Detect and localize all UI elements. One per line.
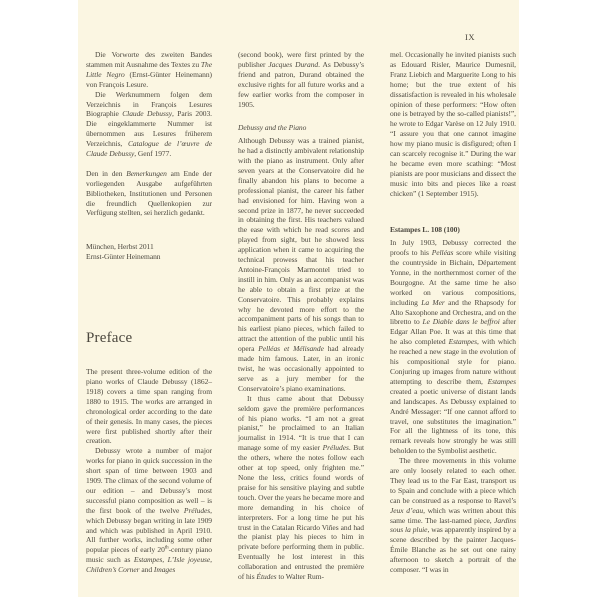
column-preface-middle bbox=[238, 50, 364, 582]
foreword-de-para-3: Den in den Bemerkungen am Ende der vorliegenden Ausgabe aufgeführten Bibliotheken, Institutionen und Personen die freundlich Quellenkopien zur Verfügung stellten, sei herzlich gedankt. bbox=[86, 168, 212, 218]
preface-para-2-continued: (second book), were first printed by the publisher Jacques Durand. As Debussy’s friend and patron, Durand obtained the exclusive rights for all future works and a few earlier works from the composer in 1905. bbox=[238, 50, 364, 109]
column-german-foreword bbox=[86, 50, 212, 582]
signature-author: Ernst-Günter Heinemann bbox=[86, 252, 161, 262]
foreword-de-para-1: Die Vorworte des zweiten Bandes stammen mit Ausnahme des Textes zu The Little Negro (Ernst-Günter Heinemann) von François Lesure. bbox=[86, 50, 212, 89]
estampes-para-2: The three movements in this volume are only loosely related to each other. They lead us to the Far East, transport us to Spain and conclude with a piece which can be construed as a response to Ravel’s Jeux d’eau, which was written about this same time. The last-named piece, Jardins sous la pluie, was apparently inspired by a scene described by the painter Jacques-Émile Blanche as he set out one rainy afternoon to sketch a portrait of the composer. “I was in bbox=[390, 456, 516, 575]
preface-para-2: Debussy wrote a number of major works for piano in quick succession in the short span of time between 1903 and 1909. The climax of the second volume of our edition – and Debussy’s most successful piano composition as well – is the first book of the twelve Préludes, which Debussy began writing in late 1909 and which was published in April 1910. All further works, including some other popular pieces of early 20th-century piano music such as Estampes, L’Isle joyeuse, Children’s Corner and Images bbox=[86, 446, 212, 575]
estampes-para-1: In July 1903, Debussy corrected the proofs to his Pelléas score while visiting the countryside in Bichain, Département Yonne, in the northernmost corner of the Bourgogne. At the same time he also worked on various compositions, including La Mer and the Rhapsody for Alto Saxophone and Orchestra, and on the libretto to Le Diable dans le beffroi after Edgar Allan Poe. It was at this time that he also completed Estampes, with which he reached a new stage in the evolution of his compositional style for piano. Conjuring up images from nature without attempting to describe them, Estampes created a poetic universe of distant lands and landscapes. As Debussy explained to André Messager: “If one cannot afford to travel, one substitutes the imagination.” For all the lightness of its tone, this remark reveals how strongly he was still beholden to the Symbolist aesthetic. bbox=[390, 238, 516, 456]
preface-heading: Preface bbox=[86, 330, 133, 347]
signature-place-date: München, Herbst 2011 bbox=[86, 242, 154, 252]
piano-para-2: It thus came about that Debussy seldom gave the première performances of his piano works. “I am not a great pianist,” he proclaimed to an Italian journalist in 1914. “It is true that I can manage some of my easier Préludes. But the others, where the notes follow each other at top speed, only frighten me.” None the less, critics found words of praise for his sensitive playing and subtle touch. Over the years he became more and more demanding in his choice of interpreters. For a long time he put his trust in the Catalan Ricardo Viñes and had the pianist play his pieces to him in private before performing them in public. Eventually he lost interest in this collaboration and entrusted the première of his Études to Walter Rum- bbox=[238, 393, 364, 582]
foreword-de-para-2: Die Werknummern folgen dem Verzeichnis in François Lesures Biographie Claude Debussy, Paris 2003. Die eingeklammerte Nummer ist übernommen aus Lesures früherem Verzeichnis, Catalogue de l’œuvre de Claude Debussy, Genf 1977. bbox=[86, 89, 212, 159]
estampes-heading: Estampes L. 108 (100) bbox=[390, 225, 460, 235]
piano-para-2-continued: mel. Occasionally he invited pianists such as Edouard Risler, Maurice Dumesnil, Franz Liebich and Marguerite Long to his home; but the true extent of his dissatisfaction is revealed in his wholesale opinion of these performers: “How often one is betrayed by the so-called pianists!”, he wrote to Edgar Varèse on 12 July 1910. “I assure you that one cannot imagine how my piano music is disfigured; often I can scarcely recognise it.” During the war he became even more scathing: “Most pianists are poor musicians and dissect the music into bits and pieces like a roast chicken” (1 September 1915). bbox=[390, 50, 516, 198]
book-page bbox=[78, 0, 519, 597]
text-columns bbox=[86, 50, 516, 582]
column-preface-right bbox=[390, 50, 516, 582]
piano-para-1: Although Debussy was a trained pianist, he had a distinctly ambivalent relationship with the piano as instrument. Only after seven years at the Conservatoire did he finally abandon his plans to become a professional pianist, the career his father had envisioned for him. Having won a second prize in 1877, he never succeeded in obtaining the first. His teachers valued the ease with which he read scores and played from sight, but he showed less application when it came to acquiring the technical prowess that his teacher Antoine-François Marmontel tried to instill in him. Only as an accompanist was he able to obtain a first prize at the Conservatoire. This probably explains why he devoted more effort to the accompaniment parts of his songs than to his earliest piano pieces, which failed to attract the attention of the public until his opera Pelléas et Mélisande had already made him famous. Later, in an ironic twist, he was occasionally appointed to serve as a jury member for the Conservatoire’s piano examinations. bbox=[238, 136, 364, 393]
preface-para-1: The present three-volume edition of the piano works of Claude Debussy (1862–1918) covers a time span ranging from 1880 to 1915. The works are arranged in chronological order according to the date of their genesis. In many cases, the pieces were first published shortly after their creation. bbox=[86, 367, 212, 446]
page-number: IX bbox=[465, 32, 476, 42]
debussy-and-the-piano-heading: Debussy and the Piano bbox=[238, 123, 307, 133]
